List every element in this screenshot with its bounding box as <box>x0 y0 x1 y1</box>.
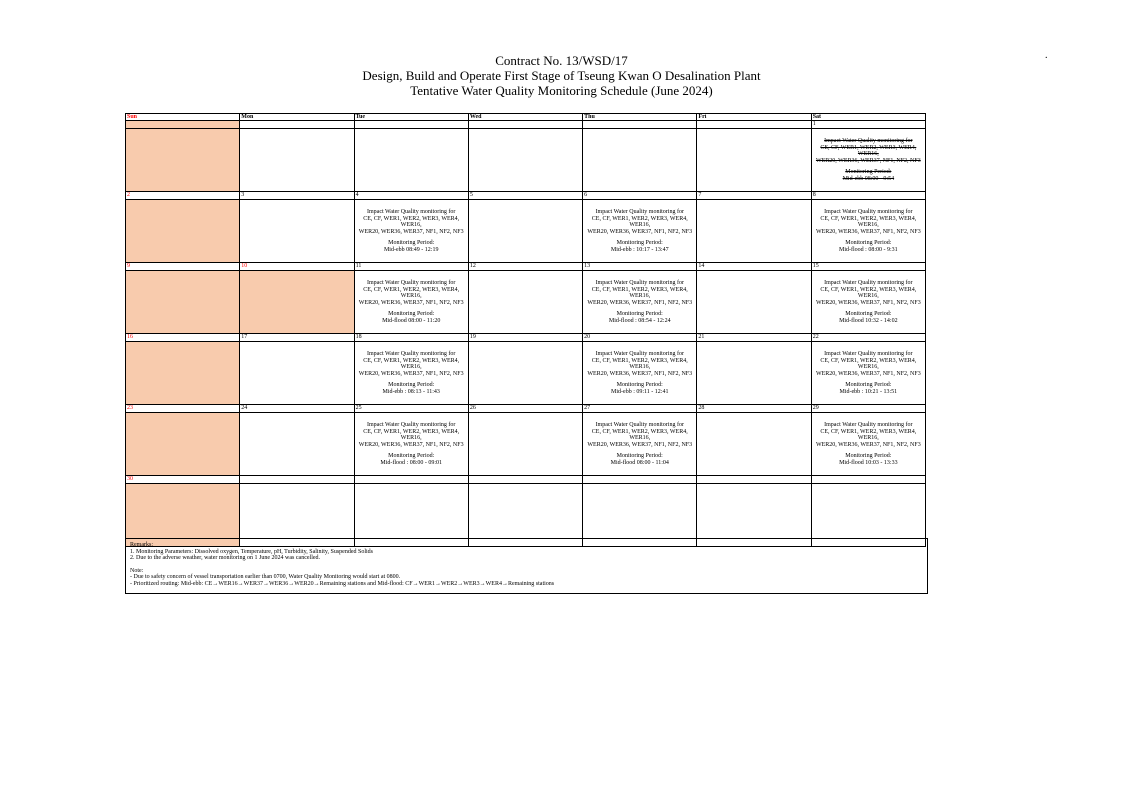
stray-dot-artifact: . <box>1045 50 1048 61</box>
monitoring-description-line: Impact Water Quality monitoring for <box>824 138 913 144</box>
monitoring-stations-line: WER20, WER36, WER37, NF1, NF2, NF3 <box>358 370 464 377</box>
day-content-cell <box>583 413 697 476</box>
date-cell <box>468 476 582 484</box>
contract-number-title: Contract No. 13/WSD/17 <box>495 53 628 68</box>
date-cell: 17 <box>240 334 354 342</box>
monitoring-entry <box>583 209 696 253</box>
day-content-cell <box>354 200 468 263</box>
monitoring-period-label: Monitoring Period: <box>616 382 663 388</box>
monitoring-stations-line: WER20, WER36, WER37, NF1, NF2, NF3 <box>815 441 921 448</box>
day-content-cell <box>468 342 582 405</box>
remarks-item: 2. Due to the adverse weather, water monitoring on 1 June 2024 was cancelled. <box>130 555 321 562</box>
monitoring-entry <box>355 351 468 395</box>
day-content-cell <box>811 200 925 263</box>
date-cell <box>697 476 811 484</box>
monitoring-description-line: Impact Water Quality monitoring for <box>595 209 684 215</box>
monitoring-stations-line: WER20, WER36, WER37, NF1, NF2, NF3 <box>358 441 464 448</box>
day-content-cell <box>126 342 240 405</box>
monitoring-stations-line: CE, CF, WER1, WER2, WER3, WER4, WER16, <box>591 357 688 370</box>
day-header-tue: Tue <box>354 114 468 121</box>
day-header-mon: Mon <box>240 114 354 121</box>
monitoring-period-label: Monitoring Period: <box>845 382 892 388</box>
monitoring-description-line: Impact Water Quality monitoring for <box>367 280 456 286</box>
monitoring-period-time: Mid-ebb : 09:11 - 12:41 <box>611 388 669 395</box>
day-content-cell <box>468 129 582 192</box>
day-content-cell <box>583 200 697 263</box>
monitoring-stations-line: WER20, WER36, WER37, NF1, NF2, NF3 <box>587 299 693 306</box>
date-cell: 12 <box>468 263 582 271</box>
day-content-cell <box>583 129 697 192</box>
monitoring-stations-line: CE, CF, WER1, WER2, WER3, WER4, WER16, <box>363 215 460 228</box>
date-cell: 5 <box>468 192 582 200</box>
day-content-cell <box>583 271 697 334</box>
monitoring-stations-line: CE, CF, WER1, WER2, WER3, WER4, WER16, <box>820 357 917 370</box>
monitoring-entry <box>355 209 468 253</box>
monitoring-description-line: Impact Water Quality monitoring for <box>595 280 684 286</box>
date-cell: 24 <box>240 405 354 413</box>
monitoring-stations-line: CE, CF, WER1, WER2, WER3, WER4, WER16, <box>363 357 460 370</box>
day-content-cell <box>354 129 468 192</box>
calendar-table <box>125 113 926 547</box>
day-header-sun: Sun <box>126 114 240 121</box>
monitoring-period-time: Mid-ebb 08:00 - 9:54 <box>842 175 895 182</box>
date-cell: 22 <box>811 334 925 342</box>
day-content-cell <box>354 413 468 476</box>
day-content-cell <box>811 129 925 192</box>
monitoring-entry <box>812 138 925 182</box>
day-content-cell <box>126 271 240 334</box>
monitoring-description-line: Impact Water Quality monitoring for <box>595 351 684 357</box>
monitoring-stations-line: WER20, WER36, WER37, NF1, NF2, NF3 <box>358 228 464 235</box>
monitoring-description-line: Impact Water Quality monitoring for <box>367 422 456 428</box>
day-header-thu: Thu <box>583 114 697 121</box>
day-content-cell <box>240 271 354 334</box>
monitoring-period-label: Monitoring Period: <box>845 240 892 246</box>
document-title-block <box>0 53 1123 98</box>
monitoring-period-time: Mid-flood : 08:00 - 09:01 <box>380 459 443 466</box>
monitoring-entry <box>812 351 925 395</box>
date-cell <box>697 121 811 129</box>
monitoring-entry <box>812 209 925 253</box>
day-content-cell <box>697 413 811 476</box>
monitoring-period-time: Mid-ebb 08:49 - 12:19 <box>383 246 439 253</box>
date-cell: 3 <box>240 192 354 200</box>
project-name-title: Design, Build and Operate First Stage of Tseung Kwan O Desalination Plant <box>362 68 761 83</box>
monitoring-period-time: Mid-flood : 08:00 - 9:31 <box>839 246 898 253</box>
monitoring-stations-line: CE, CF, WER1, WER2, WER3, WER4, WER16, <box>591 428 688 441</box>
date-cell: 10 <box>240 263 354 271</box>
monitoring-description-line: Impact Water Quality monitoring for <box>367 351 456 357</box>
date-cell: 2 <box>126 192 240 200</box>
monitoring-stations-line: CE, CF, WER1, WER2, WER3, WER4, WER16, <box>591 286 688 299</box>
date-cell <box>240 476 354 484</box>
remarks-box <box>125 538 928 594</box>
date-cell: 21 <box>697 334 811 342</box>
monitoring-stations-line: WER20, WER36, WER37, NF1, NF2, NF3 <box>587 370 693 377</box>
monitoring-description-line: Impact Water Quality monitoring for <box>824 280 913 286</box>
monitoring-period-label: Monitoring Period: <box>616 311 663 317</box>
monitoring-period-label: Monitoring Period: <box>845 453 892 459</box>
monitoring-stations-line: WER20, WER36, WER37, NF1, NF2, NF3 <box>587 441 693 448</box>
monitoring-description-line: Impact Water Quality monitoring for <box>824 209 913 215</box>
date-cell <box>126 121 240 129</box>
day-content-cell <box>468 271 582 334</box>
date-cell: 18 <box>354 334 468 342</box>
monitoring-period-time: Mid-flood 08:00 - 11:04 <box>610 459 669 466</box>
date-cell <box>583 476 697 484</box>
date-cell: 8 <box>811 192 925 200</box>
monitoring-entry <box>812 422 925 466</box>
date-cell: 11 <box>354 263 468 271</box>
day-content-cell <box>583 342 697 405</box>
date-cell: 16 <box>126 334 240 342</box>
monitoring-stations-line: CE, CF, WER1, WER2, WER3, WER4, WER16, <box>820 144 917 157</box>
date-cell: 19 <box>468 334 582 342</box>
date-cell: 29 <box>811 405 925 413</box>
monitoring-period-time: Mid-ebb : 10:21 - 13:51 <box>839 388 898 395</box>
monitoring-entry <box>355 422 468 466</box>
date-cell: 1 <box>811 121 925 129</box>
monitoring-description-line: Impact Water Quality monitoring for <box>824 422 913 428</box>
monitoring-period-label: Monitoring Period: <box>388 453 435 459</box>
monitoring-period-label: Monitoring Period: <box>388 382 435 388</box>
monitoring-stations-line: CE, CF, WER1, WER2, WER3, WER4, WER16, <box>363 428 460 441</box>
day-content-cell <box>811 342 925 405</box>
monitoring-entry <box>583 280 696 324</box>
monitoring-entry <box>583 351 696 395</box>
day-content-cell <box>697 200 811 263</box>
day-content-cell <box>126 129 240 192</box>
monitoring-period-label: Monitoring Period: <box>616 453 663 459</box>
monitoring-stations-line: WER20, WER36, WER37, NF1, NF2, NF3 <box>358 299 464 306</box>
day-content-cell <box>354 342 468 405</box>
day-content-cell <box>811 271 925 334</box>
monitoring-period-time: Mid-flood 10:32 - 14:02 <box>839 317 898 324</box>
day-content-cell <box>468 413 582 476</box>
date-cell <box>468 121 582 129</box>
date-cell: 7 <box>697 192 811 200</box>
date-cell: 14 <box>697 263 811 271</box>
date-cell <box>354 476 468 484</box>
monitoring-entry <box>812 280 925 324</box>
monitoring-description-line: Impact Water Quality monitoring for <box>367 209 456 215</box>
remarks-item: 1. Monitoring Parameters: Dissolved oxygen, Temperature, pH, Turbidity, Salinity, Suspended Solids <box>130 548 374 555</box>
day-content-cell <box>240 342 354 405</box>
day-content-cell <box>697 129 811 192</box>
day-content-cell <box>126 200 240 263</box>
day-content-cell <box>354 271 468 334</box>
monitoring-period-time: Mid-flood : 08:54 - 12:24 <box>608 317 671 324</box>
date-cell: 23 <box>126 405 240 413</box>
date-cell: 25 <box>354 405 468 413</box>
monitoring-stations-line: CE, CF, WER1, WER2, WER3, WER4, WER16, <box>820 286 917 299</box>
day-content-cell <box>811 413 925 476</box>
monitoring-period-label: Monitoring Period: <box>616 240 663 246</box>
day-content-cell <box>126 413 240 476</box>
monitoring-entry <box>355 280 468 324</box>
date-cell: 9 <box>126 263 240 271</box>
day-content-cell <box>468 200 582 263</box>
day-content-cell <box>240 129 354 192</box>
date-cell: 15 <box>811 263 925 271</box>
note-item: - Due to safety concern of vessel transportation earlier than 0700, Water Quality Monitoring would start at 0800. <box>130 574 401 581</box>
remarks-heading: Remarks: <box>130 542 153 548</box>
monitoring-stations-line: WER20, WER36, WER37, NF1, NF2, NF3 <box>815 299 921 306</box>
monitoring-period-time: Mid-ebb : 10:17 - 13:47 <box>610 246 669 253</box>
monitoring-stations-line: WER20, WER36, WER37, NF1, NF2, NF3 <box>815 228 921 235</box>
date-cell <box>354 121 468 129</box>
monitoring-stations-line: WER20, WER36, WER37, NF1, NF2, NF3 <box>815 157 921 164</box>
monitoring-stations-line: CE, CF, WER1, WER2, WER3, WER4, WER16, <box>820 428 917 441</box>
date-cell: 28 <box>697 405 811 413</box>
monitoring-period-label: Monitoring Period: <box>845 311 892 317</box>
day-header-wed: Wed <box>468 114 582 121</box>
day-content-cell <box>240 413 354 476</box>
date-cell: 30 <box>126 476 240 484</box>
note-item: - Prioritized routing: Mid-ebb: CE→WER16→WER37→WER36→WER20→Remaining stations and Mid-flood: CF→WER1→WER2→WER3→WER4→Remaining stations <box>130 580 555 587</box>
date-cell: 13 <box>583 263 697 271</box>
day-header-fri: Fri <box>697 114 811 121</box>
date-cell: 27 <box>583 405 697 413</box>
monitoring-stations-line: CE, CF, WER1, WER2, WER3, WER4, WER16, <box>591 215 688 228</box>
monitoring-period-time: Mid-flood 10:03 - 13:33 <box>839 459 898 466</box>
monitoring-period-time: Mid-ebb : 08:13 - 11:43 <box>382 388 440 395</box>
date-cell: 26 <box>468 405 582 413</box>
day-content-cell <box>697 271 811 334</box>
monitoring-stations-line: WER20, WER36, WER37, NF1, NF2, NF3 <box>815 370 921 377</box>
monitoring-description-line: Impact Water Quality monitoring for <box>824 351 913 357</box>
date-cell: 6 <box>583 192 697 200</box>
monitoring-stations-line: CE, CF, WER1, WER2, WER3, WER4, WER16, <box>820 215 917 228</box>
day-content-cell <box>697 342 811 405</box>
date-cell <box>811 476 925 484</box>
date-cell: 20 <box>583 334 697 342</box>
day-content-cell <box>240 200 354 263</box>
date-cell <box>240 121 354 129</box>
monitoring-period-label: Monitoring Period: <box>845 169 892 175</box>
monitoring-stations-line: WER20, WER36, WER37, NF1, NF2, NF3 <box>587 228 693 235</box>
note-heading: Note: <box>130 567 144 574</box>
schedule-title: Tentative Water Quality Monitoring Schedule (June 2024) <box>410 83 713 98</box>
monitoring-period-time: Mid-flood 08:00 - 11:20 <box>382 317 441 324</box>
monitoring-description-line: Impact Water Quality monitoring for <box>595 422 684 428</box>
day-header-sat: Sat <box>811 114 925 121</box>
monitoring-period-label: Monitoring Period: <box>388 311 435 317</box>
monitoring-stations-line: CE, CF, WER1, WER2, WER3, WER4, WER16, <box>363 286 460 299</box>
date-cell: 4 <box>354 192 468 200</box>
monitoring-period-label: Monitoring Period: <box>388 240 435 246</box>
monitoring-entry <box>583 422 696 466</box>
date-cell <box>583 121 697 129</box>
